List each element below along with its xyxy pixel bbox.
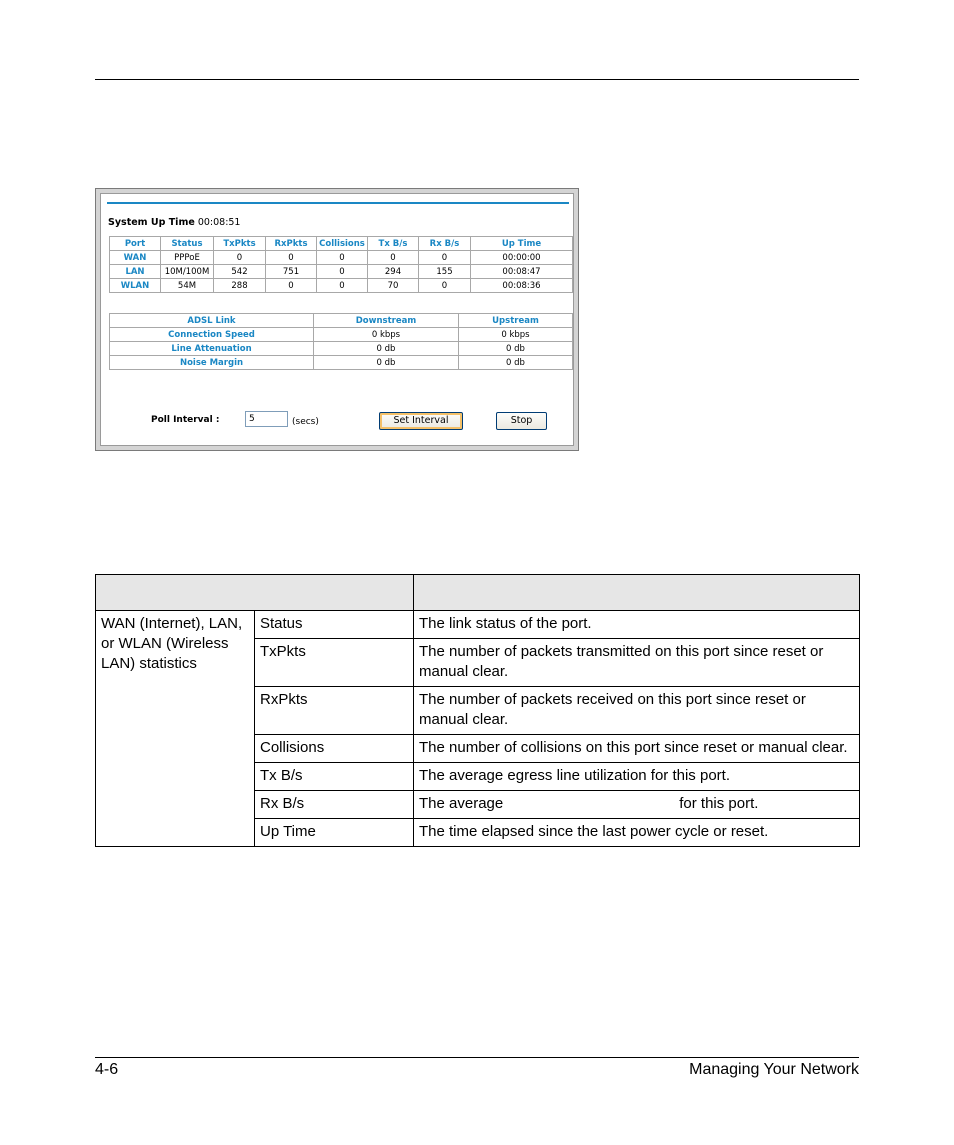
table-cell: 0 — [266, 279, 317, 293]
uptime-label: System Up Time — [108, 217, 195, 228]
col-uptime: Up Time — [471, 237, 573, 251]
table-row — [96, 611, 860, 639]
field-description: The time elapsed since the last power cycle or reset. — [414, 819, 860, 847]
adsl-metric: Connection Speed — [110, 328, 314, 342]
col-status: Status — [161, 237, 214, 251]
desc-part: The average — [419, 795, 504, 812]
section-title: Managing Your Network — [689, 1061, 859, 1078]
header-field — [96, 575, 414, 611]
col-collisions: Collisions — [317, 237, 368, 251]
adsl-header — [110, 314, 573, 328]
table-cell: 0 kbps — [459, 328, 573, 342]
table-cell: 0 db — [314, 342, 459, 356]
table-cell: 10M/100M — [161, 265, 214, 279]
table-cell: 0 — [317, 265, 368, 279]
table-cell: 0 db — [459, 356, 573, 370]
field-name: Tx B/s — [255, 763, 414, 791]
table-row — [110, 328, 573, 342]
table-cell: 542 — [214, 265, 266, 279]
table-cell: 0 — [317, 251, 368, 265]
table-cell: 288 — [214, 279, 266, 293]
router-status-screenshot — [95, 188, 579, 451]
col-txpkts: TxPkts — [214, 237, 266, 251]
poll-interval-unit: (secs) — [292, 417, 319, 427]
footer-rule — [95, 1057, 859, 1058]
adsl-metric: Line Attenuation — [110, 342, 314, 356]
col-txbs: Tx B/s — [368, 237, 419, 251]
field-name: Up Time — [255, 819, 414, 847]
table-cell: 00:08:36 — [471, 279, 573, 293]
system-uptime — [108, 217, 240, 228]
field-name: Rx B/s — [255, 791, 414, 819]
poll-interval-label: Poll Interval : — [151, 415, 220, 425]
table-cell: 0 db — [459, 342, 573, 356]
port-stats-header — [110, 237, 573, 251]
field-description: The number of packets received on this port since reset or manual clear. — [414, 687, 860, 735]
field-description: The link status of the port. — [414, 611, 860, 639]
port-name: WAN — [110, 251, 161, 265]
table-cell: 0 — [419, 279, 471, 293]
port-name: WLAN — [110, 279, 161, 293]
field-name: RxPkts — [255, 687, 414, 735]
table-row — [110, 265, 573, 279]
table-cell: 294 — [368, 265, 419, 279]
table-cell: 0 kbps — [314, 328, 459, 342]
header-rule — [95, 79, 859, 80]
table-cell: 00:00:00 — [471, 251, 573, 265]
table-cell: 0 db — [314, 356, 459, 370]
col-upstream: Upstream — [459, 314, 573, 328]
table-cell: 0 — [266, 251, 317, 265]
adsl-stats-table — [109, 313, 573, 370]
stop-button[interactable]: Stop — [496, 412, 547, 430]
col-adsl-link: ADSL Link — [110, 314, 314, 328]
port-name: LAN — [110, 265, 161, 279]
adsl-metric: Noise Margin — [110, 356, 314, 370]
table-row — [110, 342, 573, 356]
col-downstream: Downstream — [314, 314, 459, 328]
col-rxpkts: RxPkts — [266, 237, 317, 251]
port-stats-table — [109, 236, 573, 293]
header-description — [414, 575, 860, 611]
status-panel — [100, 193, 574, 446]
group-label: WAN (Internet), LAN, or WLAN (Wireless LAN) statistics — [96, 611, 255, 847]
panel-title-rule — [107, 202, 569, 204]
statistics-description-table — [95, 574, 860, 847]
table-cell: 0 — [214, 251, 266, 265]
set-interval-button[interactable]: Set Interval — [379, 412, 463, 430]
poll-interval-input[interactable] — [245, 411, 288, 427]
field-name: Collisions — [255, 735, 414, 763]
table-cell: 751 — [266, 265, 317, 279]
uptime-value: 00:08:51 — [197, 217, 241, 228]
field-description: The average egress line utilization for this port. — [414, 763, 860, 791]
table-cell: 00:08:47 — [471, 265, 573, 279]
page-number: 4-6 — [95, 1061, 119, 1078]
table-cell: 70 — [368, 279, 419, 293]
field-name: Status — [255, 611, 414, 639]
field-name: TxPkts — [255, 639, 414, 687]
desc-part: for this port. — [679, 795, 759, 812]
table-cell: PPPoE — [161, 251, 214, 265]
table-cell: 155 — [419, 265, 471, 279]
field-description: The number of collisions on this port since reset or manual clear. — [414, 735, 860, 763]
table-cell: 0 — [317, 279, 368, 293]
table-row — [110, 251, 573, 265]
table-cell: 54M — [161, 279, 214, 293]
doc-table-header — [96, 575, 860, 611]
table-cell: 0 — [368, 251, 419, 265]
col-rxbs: Rx B/s — [419, 237, 471, 251]
table-row — [110, 279, 573, 293]
table-row — [110, 356, 573, 370]
table-cell: 0 — [419, 251, 471, 265]
col-port: Port — [110, 237, 161, 251]
field-description: The number of packets transmitted on this port since reset or manual clear. — [414, 639, 860, 687]
field-description — [414, 791, 860, 819]
